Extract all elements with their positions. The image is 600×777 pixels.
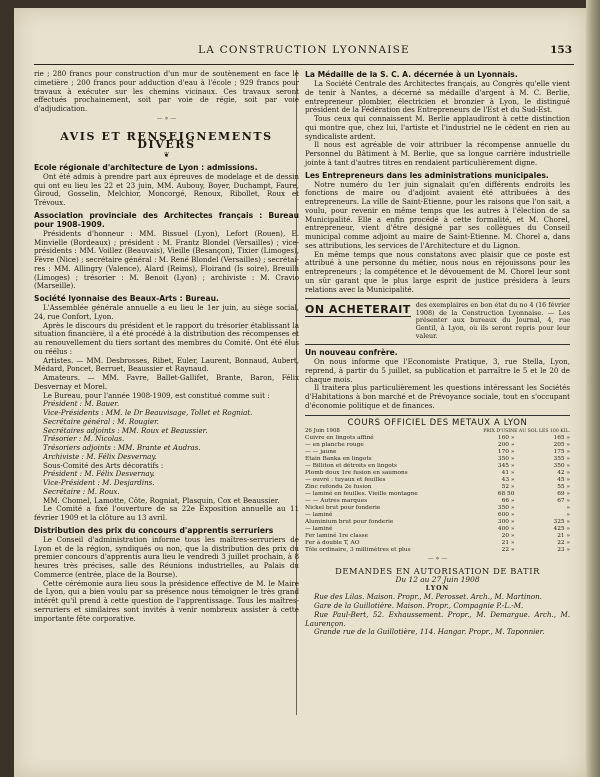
price-low: 22 » [501,547,515,554]
header-rule [34,64,574,65]
price-high: 45 » [557,477,570,484]
beaux-arts-p1: L'Assemblée générale annuelle a eu lieu le 1er juin, au siège social, 24, rue Confort, Lyon. [34,303,299,321]
table-row [305,491,570,498]
metal-label: Fer à double T, AO [305,540,360,547]
table-row [305,519,570,526]
metal-label: — laminé [305,512,333,519]
price-low: 170 » [497,449,515,456]
table-row [305,449,570,456]
metal-label: Plomb doux 1re fusion en saumons [305,470,408,477]
distribution-heading: Distribution des prix du concours d'apprentis serruriers [34,525,274,535]
avis-title: AVIS ET RENSEIGNEMENTS DIVERS [60,129,273,152]
left-column [34,70,299,623]
separator-ornament: — ⋄ — [427,555,448,563]
price-high: 21 » [557,533,570,540]
entrepreneurs-p1: Notre numéro du 1er juin signalait qu'en différents endroits les fonctions de maire ou d'adjoint avaient été attribuées à des entrepreneurs. La ville de Saint-Etienne, pour les raisons que l'on sait, a voulu, pour revenir en même temps que les autres à l'élection de sa Municipalité. Elle a enfin procédé à cette formalité, et M. Chorel, entrepreneur, vient d'être désigné par ses collègues du Conseil municipal comme adjoint au maire de Saint-Etienne. M. Chorel a, dans ses attributions, les services de l'Architecture et du Lignon. [305,179,570,250]
beaux-arts-heading: Société lyonnaise des Beaux-Arts : Bureau. [34,294,219,303]
exposition-paragraph: Le Comité a fixé l'ouverture de sa 22e Exposition annuelle au 11 février 1909 et la clôture au 13 avril. [34,504,299,522]
demande-item: Grande rue de la Guillotière, 114. Hangar. Propr., M. Taponnier. [314,627,545,637]
price-high: 175 » [553,449,570,456]
beaux-arts-p3: Artistes. — MM. Desbrosses, Ribet, Euler, Laurent, Bonnaud, Aubert, Médard, Poncet, Berruet, Beaussier et Raynaud. [34,355,299,374]
demandes-title: DEMANDES EN AUTORISATION DE BATIR [335,566,540,577]
price-low: 350 » [497,505,515,512]
souscomite-item: Secrétaire : M. Roux. [43,486,120,496]
price-low: 300 » [497,519,515,526]
bureau-item: Vice-Présidents : MM. le Dr Beauvisage, Tollet et Rogniat. [43,408,253,417]
price-high: 165 » [553,435,570,442]
table-row [305,498,570,505]
beaux-arts-p2: Après le discours du président et le rapport du trésorier établissant la situation financière, il a été procédé à la distribution des récompenses et au renouvellement du tiers sortant des membres du Comité. Ont été élus ou réélus : [34,320,299,356]
price-low: 160 » [497,435,515,442]
membres-paragraph: MM. Chomel, Lamotte, Côte, Rogniat, Plasquin, Cox et Beaussier. [43,495,280,505]
price-high: » [566,505,570,512]
journal-title: LA CONSTRUCTION LYONNAISE [198,44,410,56]
metal-label: — laminé en feuilles. Vieille montagne [305,491,418,498]
metals-table-body [305,435,570,554]
price-low: 200 » [497,442,515,449]
price-low: 345 » [497,463,515,470]
souscomite-item: Vice-Président : M. Desjardins. [43,478,155,487]
metal-label: Zinc refondu 2e fusion [305,484,372,491]
demandes-date: Du 12 au 27 Juin 1908 [395,574,480,584]
price-low: 43 » [501,477,515,484]
metal-label: — en planche rouge [305,442,364,449]
price-high: 205 » [553,442,570,449]
souscomite-heading: Sous-Comité des Arts décoratifs : [43,460,164,470]
price-low: 600 » [497,512,515,519]
intro-paragraph: rie ; 280 francs pour construction d'un mur de soutènement en face le cimetière ; 200 francs pour adduction d'eau à l'école ; 929 francs pour travaux à exécuter sur les chemins vicinaux. Ces travaux seront effectués prochainement, soit par voie de régie, soit par voie d'adjudication. [34,69,299,113]
fleuron-icon: ❦ [163,151,170,159]
table-row [305,512,570,519]
medaille-p1: La Société Centrale des Architectes français, au Congrès qu'elle vient de tenir à Nantes, a décerné sa médaille d'argent à M. C. Berlie, entrepreneur plombier, électricien et bronzier à Lyon, le distingué président de la Fédération des Entrepreneurs de l'Est et du Sud-Est. [305,79,570,115]
metal-label: Cuivre en lingots affiné [305,435,374,442]
price-low: 20 » [501,533,515,540]
metal-label: Aluminium brut pour fonderie [305,519,394,526]
entrepreneurs-heading: Les Entrepreneurs dans les administrations municipales. [305,170,549,180]
metal-label: — — Autres marques [305,498,368,505]
cours-date: 26 Juin 1908 [305,428,340,435]
table-row [305,547,570,554]
price-high: 69 » [557,491,570,498]
price-low: 21 » [501,540,515,547]
bureau-item: Secrétaires adjoints : MM. Roux et Beaussier. [43,425,208,435]
table-row [305,477,570,484]
confrere-p1: On nous informe que l'Economiste Pratique, 3, rue Stella, Lyon, reprend, à partir du 5 juillet, sa publication et parraître le 5 et le 20 de chaque mois. [305,357,570,384]
bureau-item: Trésoriers adjoints : MM. Brante et Audras. [43,443,201,452]
price-high: 42 » [557,470,570,477]
bureau-item: Secrétaire général : M. Rougier. [43,416,159,426]
metal-label: Etain Banka en lingots [305,456,372,463]
page-number: 153 [550,44,572,56]
assoc-paragraph: Présidents d'honneur : MM. Bissuel (Lyon), Lefort (Rouen), E. Minvielle (Bordeaux) ; président : M. Frantz Blondel (Versailles) ; vice-présidents : MM. Voillez (Beauvais), Vieille (Besançon), Tixier (Limoges), Fèvre (Nice) ; secrétaire général : M. René Blondel (Versailles) ; secrétaires : MM. Allingry (Valence), Alard (Reims), Floirand (Is soire), Breuilh (Limoges) ; trésorier : M. Benoit (Lyon) ; archiviste : M. Cravio (Marseille). [34,228,299,291]
medaille-p2: Tous ceux qui connaissent M. Berlie applaudiront à cette distinction qui montre que, chez lui, l'artiste et l'industriel ne le cèdent en rien au syndicaliste ardent. [305,114,570,141]
price-low: 66 » [501,498,515,505]
metal-label: Nickel brut pour fonderie [305,505,381,512]
bureau-item: Archiviste : M. Félix Desvernay. [43,451,157,461]
beaux-arts-p4: Amateurs. — MM. Favre, Ballet-Gallifet, Brante, Baron, Félix Desvernay et Morel. [34,373,299,391]
price-low: 350 » [497,456,515,463]
page [14,8,587,777]
metal-label: — ouvré : tuyaux et feuilles [305,477,386,484]
rule [305,298,570,299]
price-high: 355 » [553,456,570,463]
on-acheterait-notice [305,302,570,340]
price-low: 52 » [501,484,515,491]
ecole-paragraph: Ont été admis à prendre part aux épreuves de modelage et de dessin qui ont eu lieu les 22 et 23 juin, MM. Aubouy, Boyer, Duchampt, Faure, Giroud, Gosselin, Melchior, Moncorgé, Renoux, Ribollet, Roux et Trévoux. [34,171,299,207]
price-high: 23 » [557,547,570,554]
demande-item: Gare de la Guillotière. Maison. Propr., Compagnie P.-L.-M. [314,601,524,611]
demande-item: Rue des Lilas. Maison. Propr., M. Perosset. Arch., M. Martinon. [314,592,542,602]
metals-price-table [305,428,570,554]
distribution-p1: Le Conseil d'administration informe tous les maîtres-serruriers de Lyon et de la région, syndiqués ou non, que la distribution des prix du premier concours d'apprentis aura lieu le vendredi 3 juillet prochain, à 8 heures très précises, salle des Réunions industrielles, au Palais du Commerce (entrée, place de la Bourse). [34,534,299,579]
price-high: 67 » [557,498,570,505]
entrepreneurs-p2: En même temps que nous constatons avec plaisir que ce poste est attribué à une personne du métier, nous nous en réjouissons pour les entrepreneurs ; la compétence et le dévouement de M. Chorel leur sont un sûr garant que le plus large esprit de justice présidera à leurs relations avec la Municipalité. [305,249,570,294]
price-high: 425 » [553,526,570,533]
bureau-item: Président : M. Bauer. [43,399,120,409]
medaille-p3: Il nous est agréable de voir attribuer la récompense annuelle du Personnel du Bâtiment à M. Berlie, que sa longue carrière industrielle jointe à tant d'autres titres en rendaient particulièrement digne. [305,140,570,167]
rule [305,415,570,416]
ecole-heading: Ecole régionale d'architecture de Lyon : admissions. [34,162,258,172]
demande-item: Rue Paul-Bert, 52. Exhaussement. Propr., M. Demargue. Arch., M. Laurençon. [305,609,570,628]
table-row [305,463,570,470]
on-acheterait-text: des exemplaires en bon état du no 4 (16 février 1908) de la Construction Lyonnaise. — Les présenter aux bureaux du Journal, 4, rue Gentil, à Lyon, où ils seront repris pour leur valeur. [415,301,570,340]
confrere-heading: Un nouveau confrère. [305,348,398,358]
cours-title: COURS OFFICIEL DES METAUX A LYON [347,417,528,428]
price-high: 55 » [557,484,570,491]
right-column [305,70,570,637]
metal-label: — laminé [305,526,333,533]
price-low: 400 » [497,526,515,533]
confrere-p2: Il traitera plus particulièrement les questions intéressant les Sociétés d'Habitations à bon marché et de Prévoyance sociale, tout en s'occupant d'économie politique et de finances. [305,383,570,410]
on-acheterait-title: ON ACHETERAIT [305,303,411,317]
table-row [305,435,570,442]
price-low: 68 50 [497,491,515,498]
metal-label: — Billiton et détroits en lingots [305,463,398,470]
price-high: 22 » [557,540,570,547]
price-low: 41 » [501,470,515,477]
souscomite-item: Président : M. Félix Desvernay. [43,469,155,479]
demandes-city: LYON [425,584,450,592]
beaux-arts-p5: Le Bureau, pour l'année 1908-1909, est constitué comme suit : [43,390,270,400]
separator-ornament: — ⋄ — [156,114,177,122]
metal-label: Fer laminé 1re classe [305,533,369,540]
metal-label: Tôle ordinaire, 3 millimètres et plus [305,547,411,554]
price-high: 350 » [553,463,570,470]
medaille-heading: La Médaille de la S. C. A. décernée à un Lyonnais. [305,70,518,79]
distribution-p2: Cette cérémonie aura lieu sous la présidence effective de M. le Maire de Lyon, qui a bien voulu par sa présence nous témoigner le très grand intérêt qu'il prend à cette question de l'apprentissage. Tous les maîtres-serruriers et similaires sont invités à venir nombreux assister à cette importante fête corporative. [34,578,299,623]
rule [305,344,570,345]
book-edge [586,0,600,777]
table-row [305,505,570,512]
page-header [34,44,574,60]
metal-label: — — jaune [305,449,337,456]
bureau-item: Trésorier : M. Nicolas. [43,434,125,444]
price-high: 325 » [553,519,570,526]
assoc-heading: Association provinciale des Architectes français : Bureau pour 1908-1909. [34,210,299,229]
price-high: » [566,512,570,519]
table-row [305,442,570,449]
cours-head: PRIX D'USINE AU SOL LES 100 KIL. [483,429,570,435]
